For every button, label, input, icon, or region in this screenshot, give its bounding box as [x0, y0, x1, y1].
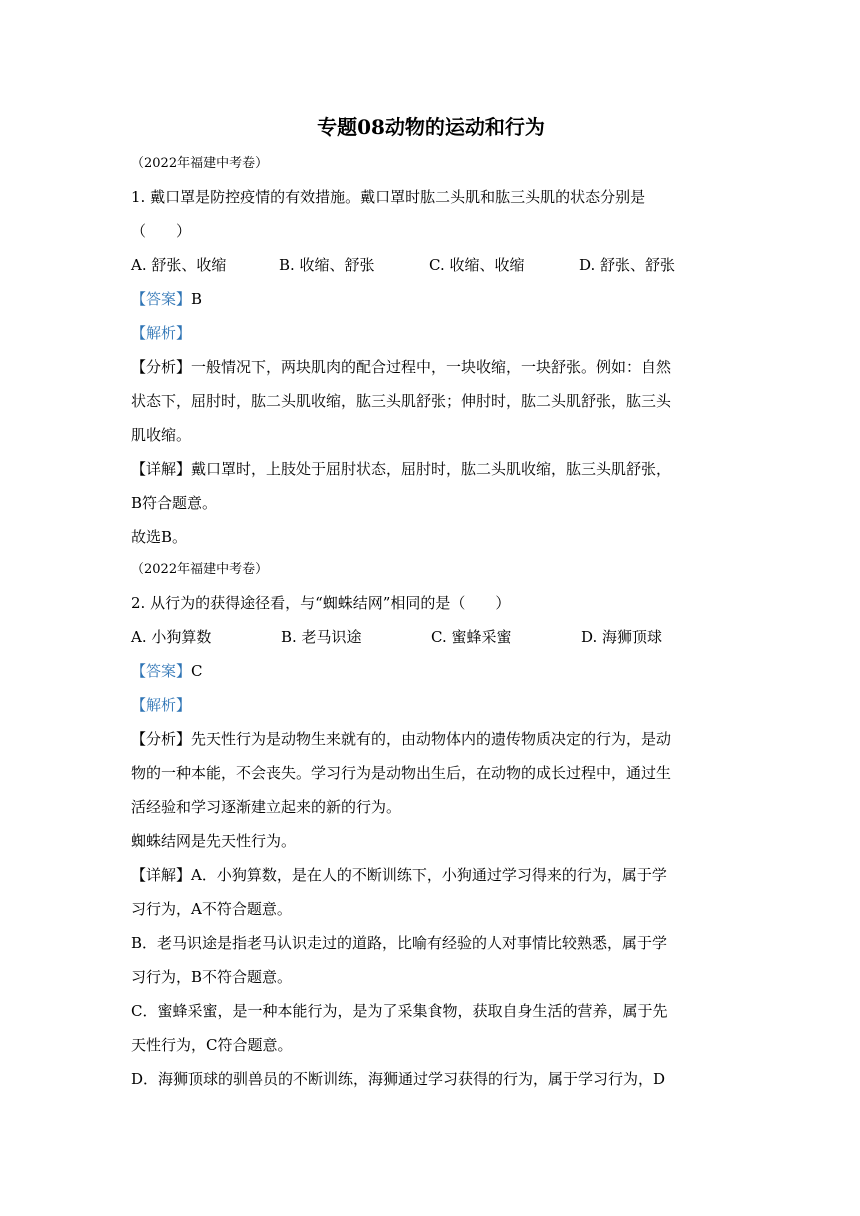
- q1-answer-value: B: [191, 290, 203, 308]
- q2-answer: [131, 654, 731, 688]
- q2-fenxi-text-1: 先天性行为是动物生来就有的，由动物体内的遗传物质决定的行为，是动: [191, 730, 672, 748]
- q1-fenxi-tag: 【分析】: [131, 358, 192, 376]
- q2-xiangjie-line-b1: B．老马识途是指老马认识走过的道路，比喻有经验的人对事情比较熟悉，属于学: [131, 934, 668, 952]
- q2-fenxi-tag: 【分析】: [131, 730, 192, 748]
- q1-source: （2022年福建中考卷）: [131, 156, 269, 171]
- q1-xiangjie-line-1: [131, 452, 731, 486]
- q1-answer: [131, 282, 731, 316]
- q2-fenxi-line-4: 蜘蛛结网是先天性行为。: [131, 832, 297, 850]
- q2-xiangjie-tag: 【详解】: [131, 866, 192, 884]
- q2-answer-value: C: [191, 662, 203, 680]
- q2-fenxi-line-2: 物的一种本能，不会丧失。学习行为是动物出生后，在动物的成长过程中，通过生: [131, 764, 672, 782]
- q2-xiangjie-text-a1: A．小狗算数，是在人的不断训练下，小狗通过学习得来的行为，属于学: [191, 866, 667, 884]
- q2-option-d: D. 海狮顶球: [581, 628, 663, 646]
- q1-fenxi-line-2: 状态下，屈肘时，肱二头肌收缩，肱三头肌舒张；伸肘时，肱二头肌舒张，肱三头: [131, 392, 672, 410]
- q2-option-a: A. 小狗算数: [131, 628, 212, 646]
- q1-stem-line-2: （ ）: [131, 222, 192, 240]
- q2-xiangjie-line-d1: D．海狮顶球的驯兽员的不断训练，海狮通过学习获得的行为，属于学习行为，D: [131, 1070, 666, 1088]
- q2-fenxi-line-1: [131, 722, 731, 756]
- q1-option-d: D. 舒张、舒张: [579, 256, 676, 274]
- q1-conclusion: 故选B。: [131, 528, 188, 546]
- q2-xiangjie-line-a1: [131, 858, 731, 892]
- q2-options: [131, 620, 731, 654]
- q2-stem: 2. 从行为的获得途径看，与“蜘蛛结网”相同的是（ ）: [131, 594, 511, 612]
- q2-xiangjie-line-c1: C．蜜蜂采蜜，是一种本能行为，是为了采集食物，获取自身生活的营养，属于先: [131, 1002, 668, 1020]
- q1-answer-tag: 【答案】: [131, 290, 192, 308]
- q2-option-c: C. 蜜蜂采蜜: [431, 628, 512, 646]
- q2-analysis-tag: 【解析】: [131, 696, 192, 714]
- q2-source: （2022年福建中考卷）: [131, 562, 269, 577]
- q1-xiangjie-tag: 【详解】: [131, 460, 192, 478]
- q1-option-a: A. 舒张、收缩: [131, 256, 227, 274]
- q1-options: [131, 248, 731, 282]
- q1-xiangjie-line-2: B符合题意。: [131, 494, 218, 512]
- q2-xiangjie-line-c2: 天性行为，C符合题意。: [131, 1036, 293, 1054]
- q2-analysis-heading: [131, 688, 731, 722]
- q2-answer-tag: 【答案】: [131, 662, 192, 680]
- q2-option-b: B. 老马识途: [281, 628, 362, 646]
- q1-stem-line-1: 1. 戴口罩是防控疫情的有效措施。戴口罩时肱二头肌和肱三头肌的状态分别是: [131, 188, 646, 206]
- q1-analysis-tag: 【解析】: [131, 324, 192, 342]
- q2-fenxi-line-3: 活经验和学习逐渐建立起来的新的行为。: [131, 798, 402, 816]
- document-page: [131, 110, 731, 1096]
- document-title: 专题08动物的运动和行为: [317, 115, 545, 139]
- q1-fenxi-line-3: 肌收缩。: [131, 426, 192, 444]
- q1-fenxi-line-1: [131, 350, 731, 384]
- q2-xiangjie-line-b2: 习行为，B不符合题意。: [131, 968, 293, 986]
- q1-fenxi-text-1: 一般情况下，两块肌肉的配合过程中，一块收缩，一块舒张。例如：自然: [191, 358, 672, 376]
- q1-analysis-heading: [131, 316, 731, 350]
- q1-xiangjie-text-1: 戴口罩时，上肢处于屈肘状态，屈肘时，肱二头肌收缩，肱三头肌舒张，: [191, 460, 672, 478]
- q1-option-b: B. 收缩、舒张: [279, 256, 375, 274]
- q1-option-c: C. 收缩、收缩: [429, 256, 525, 274]
- q2-xiangjie-line-a2: 习行为，A不符合题意。: [131, 900, 292, 918]
